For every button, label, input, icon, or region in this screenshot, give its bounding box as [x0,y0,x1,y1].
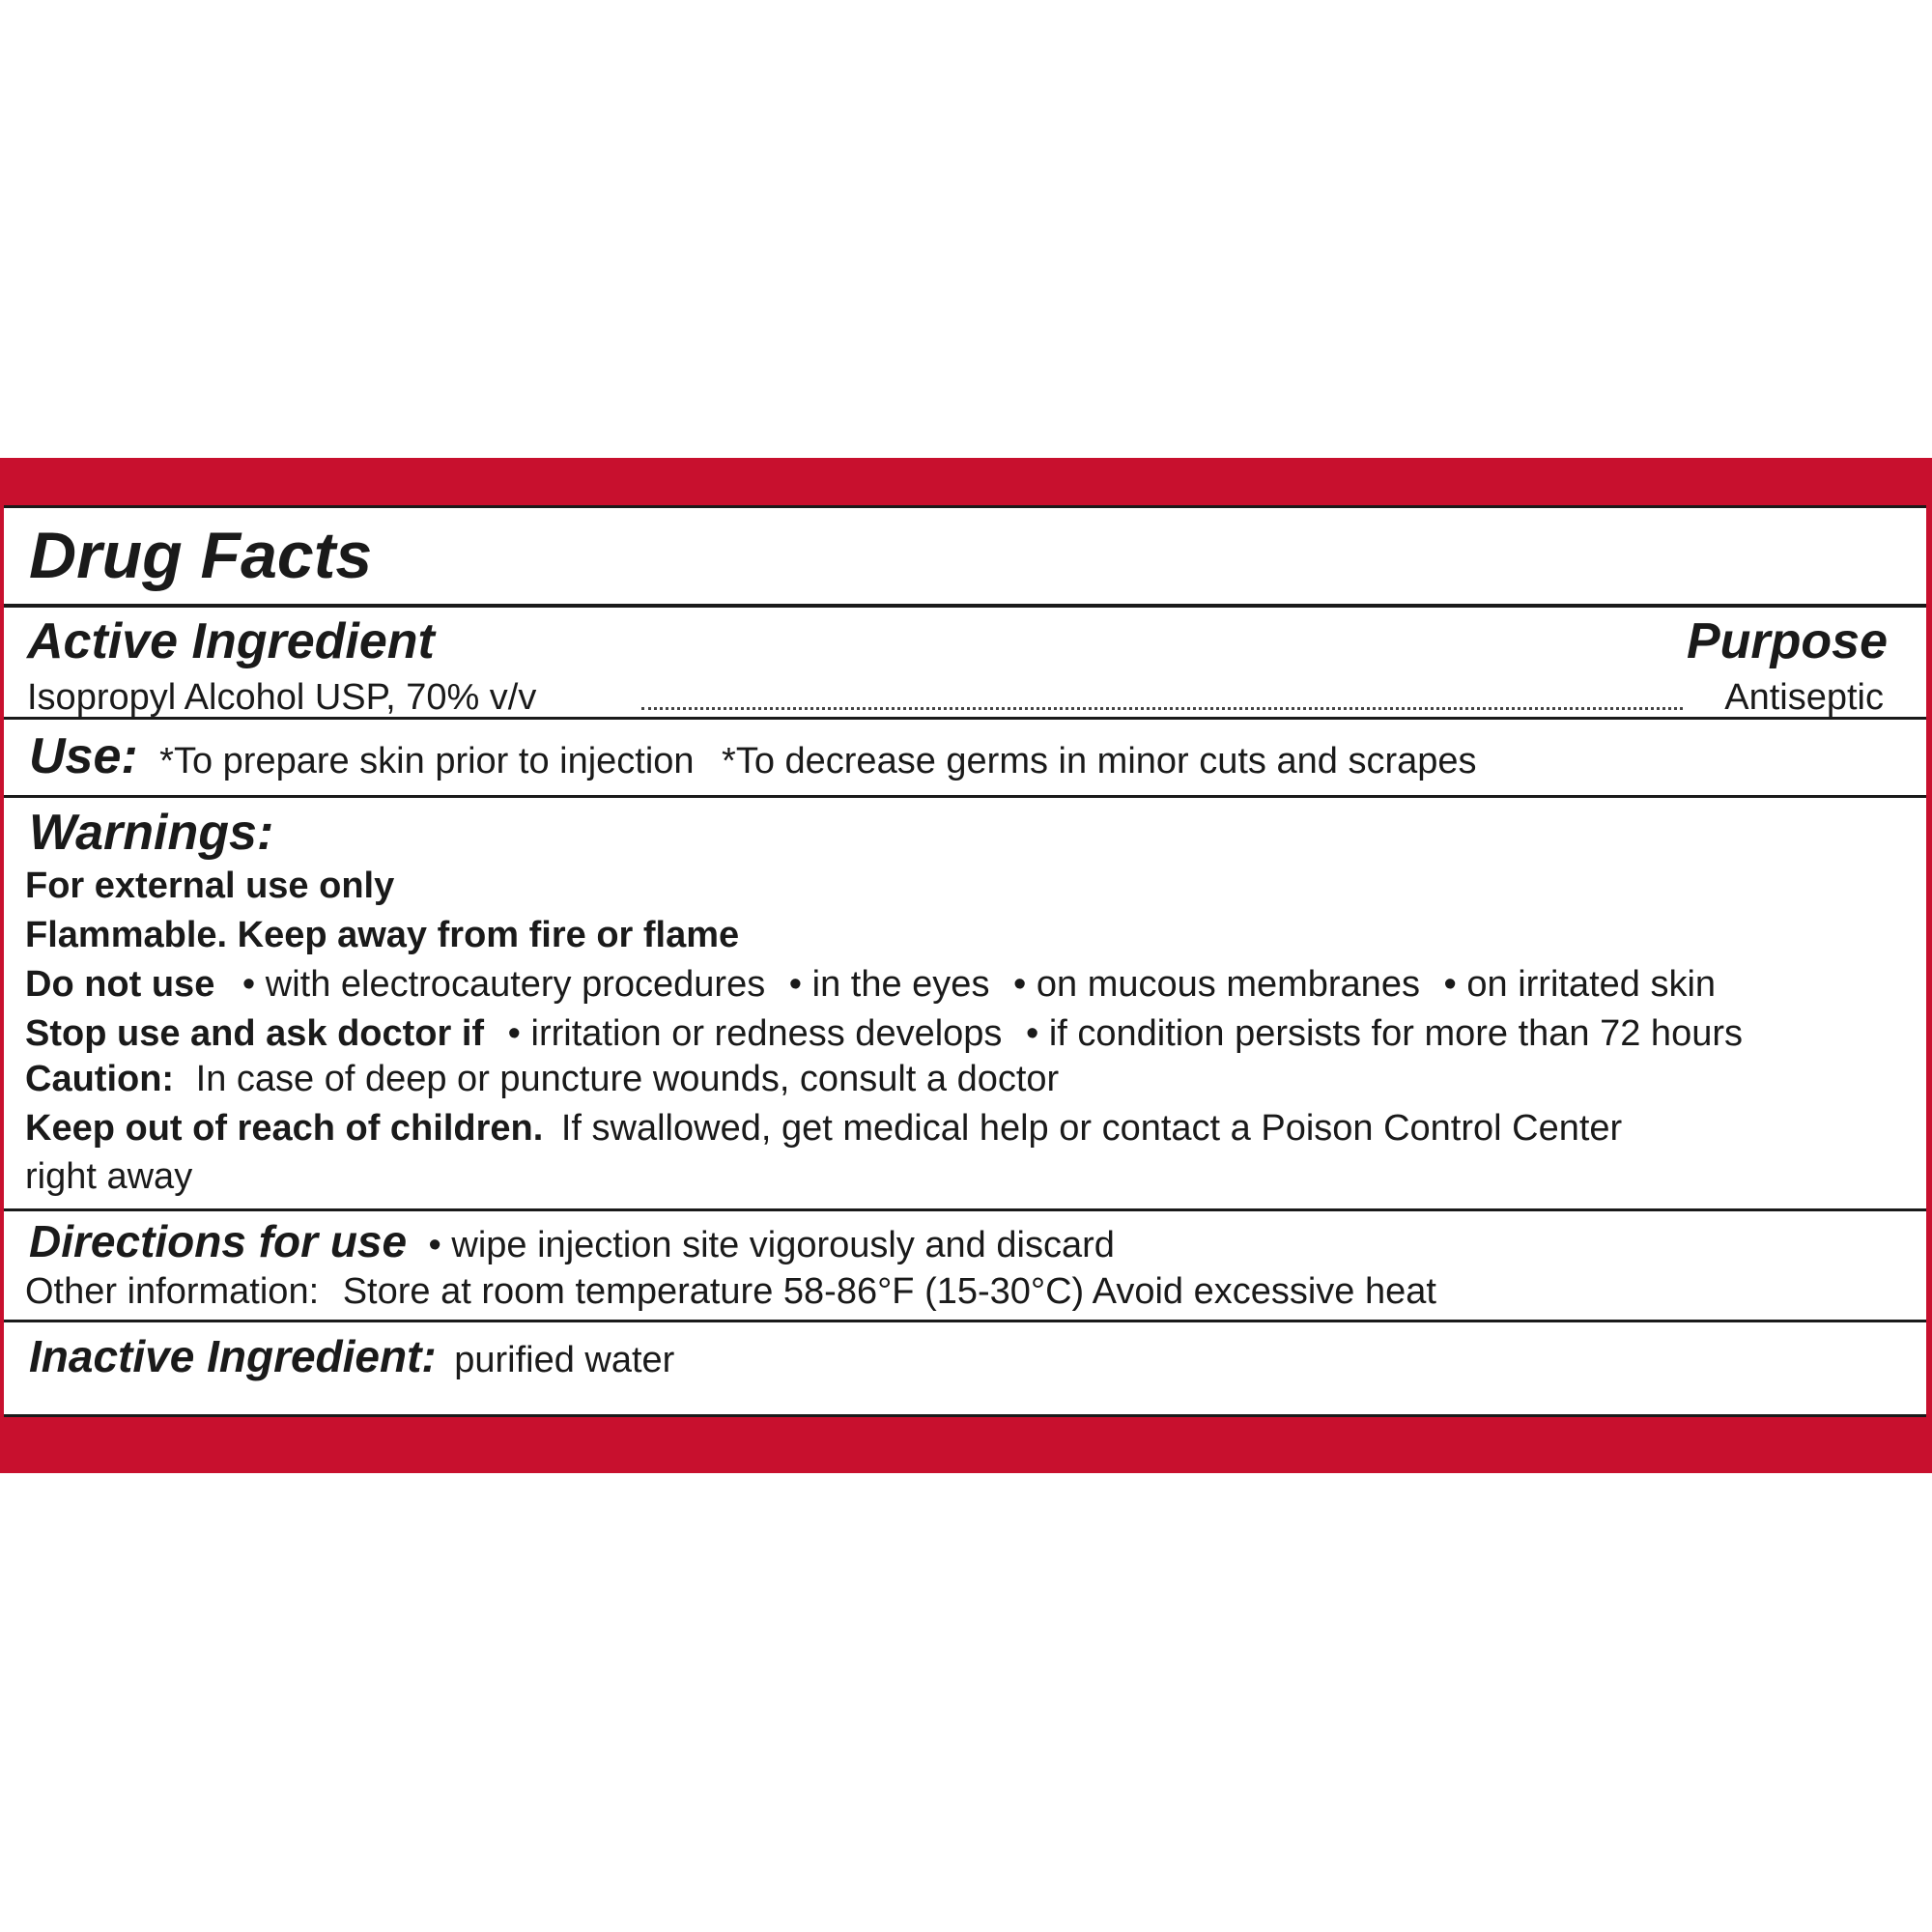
warning-children [25,1104,1622,1152]
do-not-use-item-4: • on irritated skin [1443,964,1717,1005]
stop-use-item-2: • if condition persists for more than 72 hours [1025,1013,1743,1054]
active-ingredient-name: Isopropyl Alcohol USP, 70% v/v [27,677,537,718]
use-item-2: *To decrease germs in minor cuts and scrapes [722,741,1477,781]
warnings-section [4,798,1926,1208]
use-item-1: *To prepare skin prior to injection [159,741,695,781]
other-information [25,1267,1436,1316]
do-not-use-item-2: • in the eyes [788,964,990,1005]
active-ingredient-heading: Active Ingredient [27,613,435,669]
title-section [4,508,1926,605]
do-not-use-item-1: • with electrocautery procedures [242,964,766,1005]
use-section [4,720,1926,795]
drug-facts-panel [4,505,1926,1417]
warning-children-cont: right away [25,1156,193,1197]
children-label: Keep out of reach of children. [25,1108,544,1149]
do-not-use-label: Do not use [25,964,215,1005]
purpose-value: Antiseptic [1724,677,1884,718]
inactive-ingredient-heading: Inactive Ingredient: [29,1331,437,1381]
panel-title: Drug Facts [29,519,373,592]
caution-text: In case of deep or puncture wounds, consult a doctor [195,1059,1060,1099]
other-information-text: Store at room temperature 58-86°F (15-30°C) Avoid excessive heat [342,1271,1436,1312]
inactive-ingredient-section [4,1322,1926,1414]
active-ingredient-section [4,608,1926,718]
warning-caution [25,1055,1059,1103]
directions-section [4,1211,1926,1321]
stop-use-item-1: • irritation or redness develops [507,1013,1003,1054]
purpose-heading: Purpose [1686,613,1888,669]
directions-text: • wipe injection site vigorously and discard [428,1225,1115,1265]
use-heading: Use: [29,728,138,784]
use-line [29,727,1477,785]
warnings-heading: Warnings: [29,805,274,861]
do-not-use-item-3: • on mucous membranes [1013,964,1420,1005]
directions-heading: Directions for use [29,1216,408,1266]
dotted-leader [641,707,1683,710]
warning-external-use: For external use only [25,866,395,906]
warning-stop-use [25,1009,1743,1058]
other-information-label: Other information: [25,1271,320,1312]
caution-label: Caution: [25,1059,175,1099]
stop-use-label: Stop use and ask doctor if [25,1013,485,1054]
inactive-ingredient-text: purified water [454,1340,675,1380]
children-text: If swallowed, get medical help or contact a Poison Control Center [560,1108,1623,1149]
inactive-line [29,1330,674,1384]
directions-line [29,1215,1115,1269]
warning-flammable: Flammable. Keep away from fire or flame [25,915,740,955]
warning-do-not-use [25,960,1716,1009]
